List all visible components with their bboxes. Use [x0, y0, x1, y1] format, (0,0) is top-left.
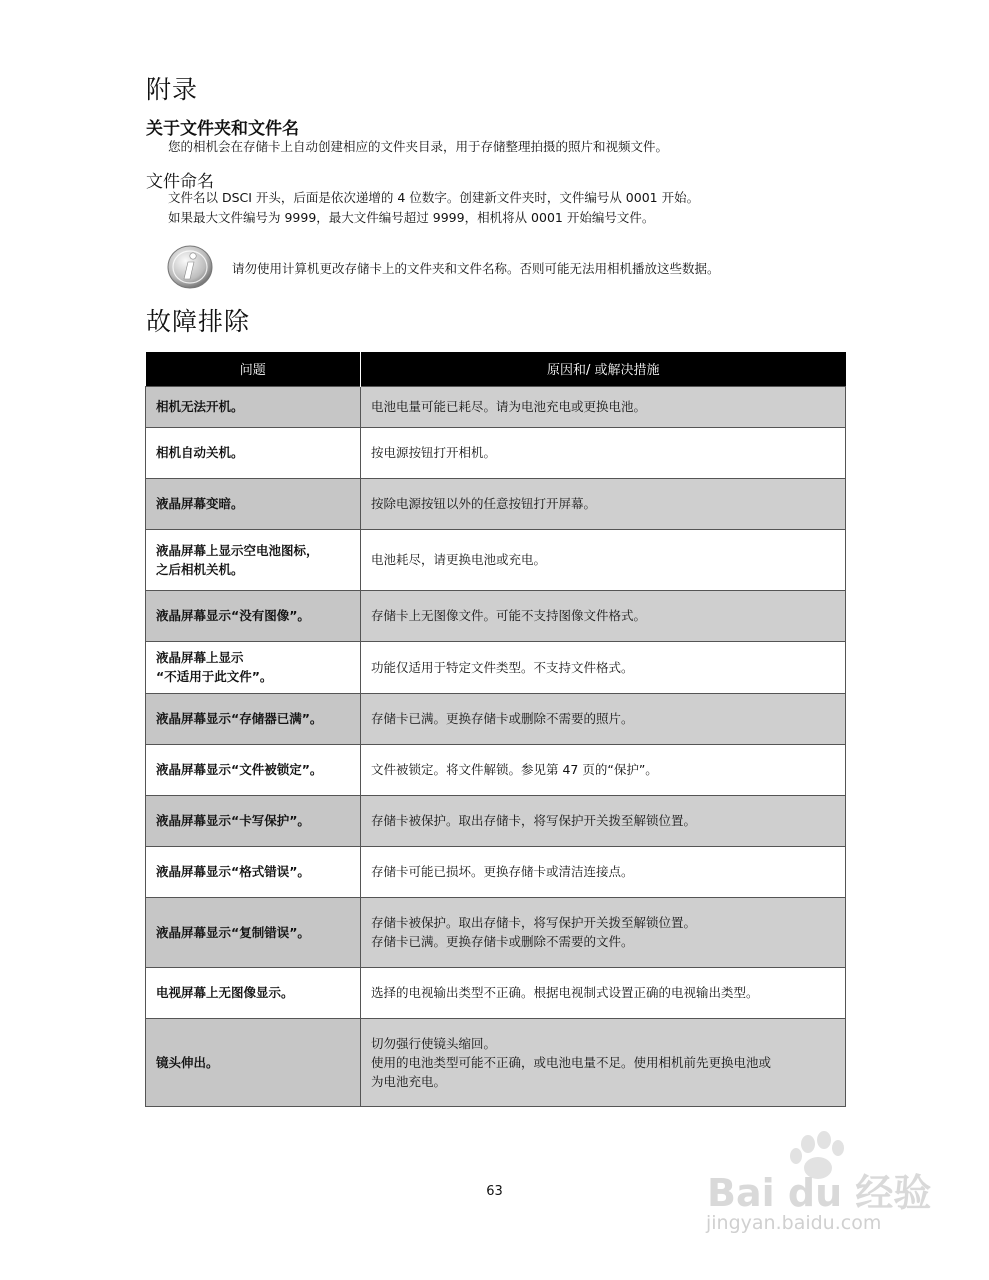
solution-cell [361, 1018, 846, 1106]
problem-line: 相机自动关机。 [156, 445, 244, 460]
table-row [146, 478, 846, 529]
problem-cell [146, 967, 361, 1018]
problem-line: 液晶屏幕显示“没有图像”。 [156, 608, 310, 623]
solution-line: 使用的电池类型可能不正确，或电池电量不足。使用相机前先更换电池或 [371, 1054, 772, 1070]
table-row [146, 897, 846, 967]
info-note [166, 244, 846, 290]
solution-cell [361, 744, 846, 795]
solution-line: 选择的电视输出类型不正确。根据电视制式设置正确的电视输出类型。 [371, 985, 759, 1000]
table-row [146, 795, 846, 846]
solution-cell [361, 478, 846, 529]
table-row [146, 386, 846, 427]
problem-cell [146, 386, 361, 427]
problem-cell [146, 641, 361, 693]
solution-line: 电池电量可能已耗尽。请为电池充电或更换电池。 [371, 399, 647, 414]
problem-line: 液晶屏幕显示“文件被锁定”。 [156, 762, 323, 777]
note-text: 请勿使用计算机更改存储卡上的文件夹和文件名称。否则可能无法用相机播放这些数据。 [232, 261, 720, 276]
problem-cell [146, 529, 361, 590]
problem-cell [146, 1018, 361, 1106]
naming-line-2: 如果最大文件编号为 9999，最大文件编号超过 9999，相机将从 0001 开始编号文件。 [168, 210, 655, 225]
problem-cell [146, 897, 361, 967]
watermark-url: jingyan.baidu.com [706, 1212, 882, 1234]
table-row [146, 641, 846, 693]
problem-line: 液晶屏幕上显示 [156, 650, 244, 665]
folder-text [168, 137, 668, 157]
table-row [146, 967, 846, 1018]
solution-line: 按电源按钮打开相机。 [371, 445, 497, 460]
solution-cell [361, 693, 846, 744]
problem-cell [146, 744, 361, 795]
problem-cell [146, 478, 361, 529]
solution-cell [361, 967, 846, 1018]
naming-text [168, 188, 699, 228]
solution-line: 存储卡被保护。取出存储卡，将写保护开关拨至解锁位置。 [371, 915, 697, 930]
table-row [146, 590, 846, 641]
solution-cell [361, 386, 846, 427]
solution-line: 按除电源按钮以外的任意按钮打开屏幕。 [371, 496, 597, 511]
header-problem: 问题 [146, 352, 361, 386]
solution-cell [361, 795, 846, 846]
problem-cell [146, 846, 361, 897]
naming-heading: 文件命名 [146, 172, 214, 192]
table-row [146, 693, 846, 744]
solution-line: 为电池充电。 [371, 1073, 447, 1089]
problem-line: 液晶屏幕显示“卡写保护”。 [156, 813, 310, 828]
problem-line: 液晶屏幕变暗。 [156, 496, 244, 511]
solution-cell [361, 641, 846, 693]
table-row [146, 427, 846, 478]
header-solution: 原因和/ 或解决措施 [361, 352, 846, 386]
solution-cell [361, 529, 846, 590]
problem-cell [146, 427, 361, 478]
problem-line: 液晶屏幕显示“复制错误”。 [156, 924, 310, 940]
solution-cell [361, 846, 846, 897]
page-number: 63 [486, 1184, 503, 1199]
problem-cell [146, 795, 361, 846]
solution-line: 文件被锁定。将文件解锁。参见第 47 页的“保护”。 [371, 762, 658, 777]
problem-line: “不适用于此文件”。 [156, 669, 273, 684]
naming-line-1: 文件名以 DSCI 开头，后面是依次递增的 4 位数字。创建新文件夹时，文件编号从 0001 开始。 [168, 190, 700, 205]
solution-line: 存储卡已满。更换存储卡或删除不需要的文件。 [371, 934, 634, 949]
table-header-row [146, 352, 846, 386]
problem-line: 液晶屏幕显示“格式错误”。 [156, 864, 310, 879]
table-row [146, 529, 846, 590]
solution-line: 存储卡已满。更换存储卡或删除不需要的照片。 [371, 711, 634, 726]
table-row [146, 1018, 846, 1106]
folder-heading: 关于文件夹和文件名 [146, 119, 299, 139]
problem-cell [146, 693, 361, 744]
solution-cell [361, 897, 846, 967]
solution-line: 电池耗尽，请更换电池或充电。 [371, 552, 547, 567]
table-row [146, 846, 846, 897]
watermark-brand: Bai du 经验 [707, 1171, 932, 1215]
troubleshooting-table [145, 352, 846, 1107]
solution-line: 存储卡上无图像文件。可能不支持图像文件格式。 [371, 608, 647, 623]
troubleshooting-title: 故障排除 [146, 307, 251, 336]
problem-line: 液晶屏幕显示“存储器已满”。 [156, 711, 323, 726]
solution-cell [361, 427, 846, 478]
folder-text-line: 您的相机会在存储卡上自动创建相应的文件夹目录，用于存储整理拍摄的照片和视频文件。 [168, 139, 669, 154]
solution-cell [361, 590, 846, 641]
table-row [146, 744, 846, 795]
solution-line: 功能仅适用于特定文件类型。不支持文件格式。 [371, 659, 634, 675]
solution-line: 存储卡可能已损坏。更换存储卡或清洁连接点。 [371, 864, 634, 879]
problem-line: 镜头伸出。 [156, 1054, 219, 1070]
problem-cell [146, 590, 361, 641]
problem-line: 相机无法开机。 [156, 399, 244, 414]
appendix-title: 附录 [146, 75, 199, 104]
problem-line: 液晶屏幕上显示空电池图标， [156, 542, 319, 558]
solution-line: 存储卡被保护。取出存储卡，将写保护开关拨至解锁位置。 [371, 813, 697, 828]
info-icon [166, 244, 214, 290]
problem-line: 电视屏幕上无图像显示。 [156, 985, 294, 1000]
problem-line: 之后相机关机。 [156, 561, 244, 577]
solution-line: 切勿强行使镜头缩回。 [371, 1035, 497, 1051]
